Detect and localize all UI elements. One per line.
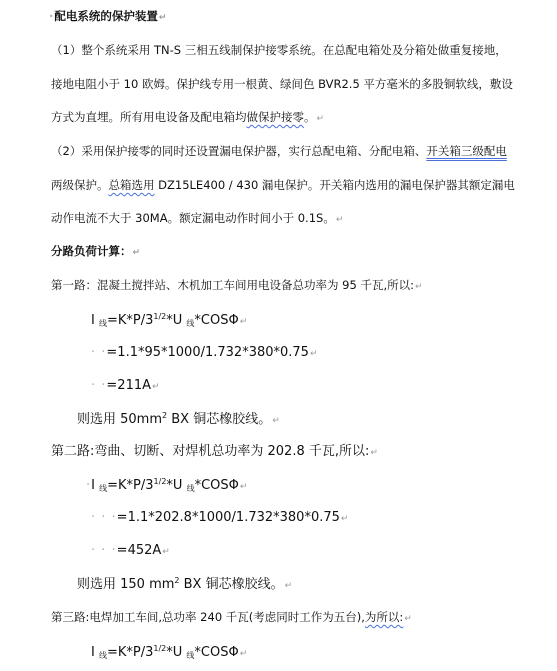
route3-formula: I $_线=K*P/3^{1/2}*U$ $_线$*COSΦ↵: [91, 644, 248, 660]
route2-cable-choice: 则选用 150 $mm^2$ BX 铜芯橡胶线。↵: [77, 576, 293, 592]
para2-line3: 动作电流不大于 30MA。额定漏电动作时间小于 0.1S。↵: [51, 211, 344, 225]
route2-calculation: · · ·=1.1*202.8*1000/1.732*380*0.75↵: [91, 510, 349, 525]
route2-description: 第二路:弯曲、切断、对焊机总功率为 202.8 千瓦,所以:↵: [51, 444, 378, 459]
space-mark: · ·: [91, 345, 107, 360]
para1-line2: 接地电阻小于 10 欧姆。保护线专用一根黄、绿间色 BVR2.5 平方毫米的多股铜软线，敷设: [51, 77, 513, 91]
paragraph-mark: ↵: [414, 282, 423, 292]
paragraph-mark: ↵: [316, 114, 325, 124]
route1-result: · ·=211A↵: [91, 378, 160, 393]
paragraph-mark: ↵: [335, 215, 344, 225]
paragraph-mark: ↵: [162, 547, 170, 557]
para2-line1: （2）采用保护接零的同时还设置漏电保护器，实行总配电箱、分配电箱、开关箱三级配电: [51, 144, 507, 158]
section-heading: ·配电系统的保护装置↵: [49, 9, 167, 23]
para1-line1: （1）整个系统采用 TN-S 三相五线制保护接零系统。在总配电箱处及分箱处做重复接地，: [51, 43, 507, 57]
paragraph-mark: ↵: [158, 13, 167, 23]
space-mark: · ·: [91, 378, 107, 393]
paragraph-mark: ↵: [340, 514, 349, 524]
paragraph-mark: ↵: [152, 382, 160, 392]
paragraph-mark: ↵: [132, 248, 141, 258]
paragraph-mark: ↵: [309, 349, 318, 359]
paragraph-mark: ↵: [239, 317, 248, 327]
paragraph-mark: ↵: [239, 649, 248, 659]
paragraph-mark: ↵: [284, 581, 293, 591]
paragraph-mark: ↵: [239, 482, 248, 492]
grammar-underline: 总箱选用: [108, 178, 155, 192]
route1-calculation: · ·=1.1*95*1000/1.732*380*0.75↵: [91, 345, 318, 360]
para1-line3: 方式为直埋。所有用电设备及配电箱均做保护接零。↵: [51, 110, 325, 124]
paragraph-mark: ↵: [272, 416, 280, 426]
space-mark: · · ·: [91, 543, 117, 558]
route1-formula: I $_线=K*P/3^{1/2}*U$ $_线$*COSΦ↵: [91, 312, 248, 328]
route2-result: · · ·=452A↵: [91, 543, 170, 558]
route2-formula: ·I $_线=K*P/3^{1/2}*U$ $_线$*COSΦ↵: [86, 477, 248, 493]
format-mark: ·: [49, 9, 55, 23]
space-mark: ·: [86, 478, 92, 493]
para2-line2: 两级保护。总箱选用 DZ15LE400 / 430 漏电保护。开关箱内选用的漏电保护器其额定漏电: [51, 178, 515, 192]
paragraph-mark: ↵: [370, 448, 378, 458]
route1-cable-choice: 则选用 $50mm^2$ BX 铜芯橡胶线。↵: [77, 411, 280, 427]
calc-title: 分路负荷计算：↵: [51, 244, 141, 258]
paragraph-mark: ↵: [404, 614, 412, 624]
grammar-underline: 做保护接零: [246, 110, 304, 124]
space-mark: · · ·: [91, 510, 117, 525]
grammar-underline: 为所以:: [364, 610, 404, 624]
route1-description: 第一路：混凝土搅拌站、木机加工车间用电设备总功率为 95 千瓦,所以:↵: [51, 278, 423, 292]
route3-description: 第三路:电焊加工车间,总功率 240 千瓦(考虑同时工作为五台),为所以:↵: [51, 610, 412, 624]
grammar-underline: 开关箱三级配电: [426, 144, 507, 158]
